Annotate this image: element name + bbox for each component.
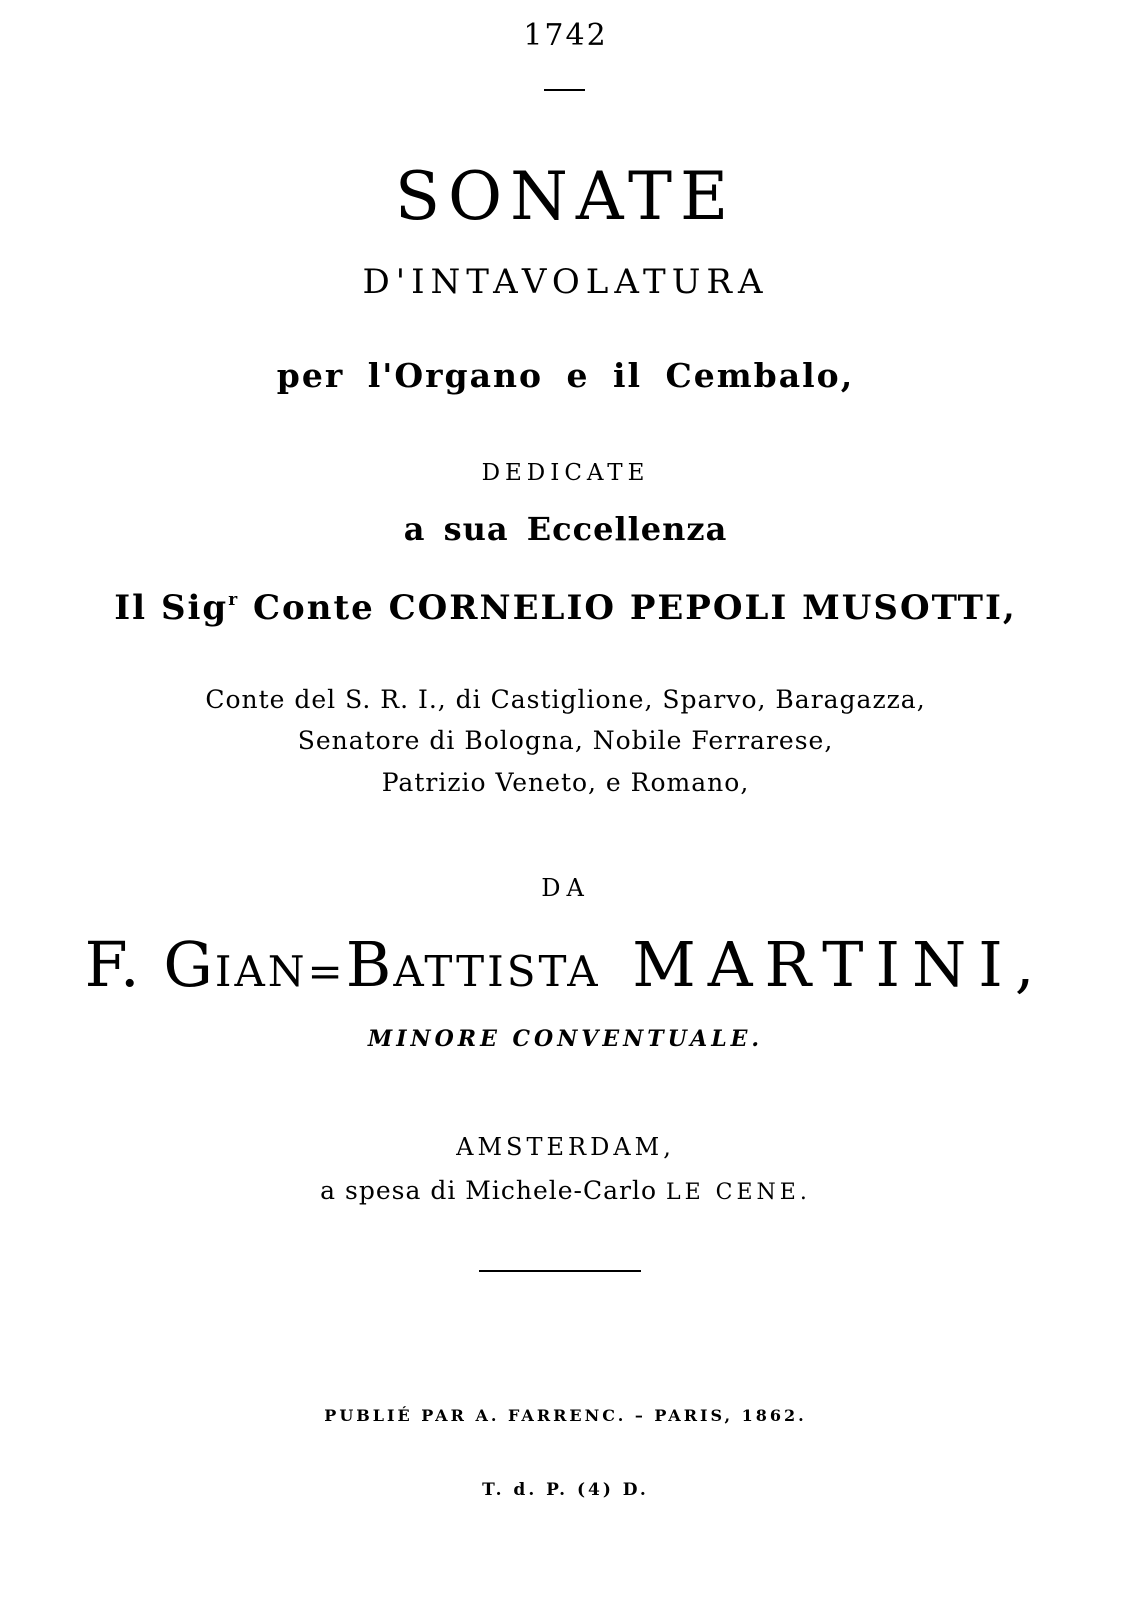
dedicatee-title-line: Conte del S. R. I., di Castiglione, Sparvo, Baragazza, — [205, 685, 926, 714]
publisher-line — [0, 1176, 1131, 1205]
publisher-text: a spesa di Michele-Carlo — [320, 1176, 666, 1205]
publisher-name: LE CENE. — [665, 1180, 811, 1205]
dedicatee-title-line: Senatore di Bologna, Nobile Ferrarese, — [297, 726, 834, 755]
author-initial: F. — [84, 928, 164, 1001]
author-sep: = — [307, 947, 346, 996]
instrument-line: per l'Organo e il Cembalo, — [276, 356, 855, 395]
dedicatee-name — [0, 588, 1131, 628]
title: SONATE — [394, 158, 737, 235]
dedicatee-title-line: Patrizio Veneto, e Romano, — [381, 768, 750, 797]
footer-published: PUBLIÉ PAR A. FARRENC. – PARIS, 1862. — [324, 1406, 807, 1425]
author-ian: IAN — [214, 947, 308, 996]
footer-code: T. d. P. (4) D. — [482, 1480, 649, 1500]
eccellenza-line: a sua Eccellenza — [403, 510, 728, 548]
dedicate-heading: DEDICATE — [481, 460, 650, 486]
dedicatee-rest: Conte CORNELIO PEPOLI MUSOTTI, — [239, 588, 1017, 628]
dedicatee-sup: r — [228, 590, 240, 610]
publication-place: AMSTERDAM, — [456, 1133, 675, 1161]
author-name — [0, 928, 1131, 1001]
by-label: DA — [541, 874, 590, 902]
author-g: G — [163, 928, 215, 1001]
author-attista: ATTISTA — [393, 947, 601, 996]
short-divider — [544, 89, 585, 91]
subtitle: D'INTAVOLATURA — [362, 262, 769, 302]
long-divider — [479, 1270, 641, 1272]
author-b: B — [345, 928, 394, 1001]
author-order: MINORE CONVENTUALE. — [367, 1026, 764, 1052]
year: 1742 — [523, 18, 608, 53]
author-surname: MARTINI, — [600, 928, 1047, 1001]
dedicatee-prefix: Il Sig — [114, 588, 229, 628]
